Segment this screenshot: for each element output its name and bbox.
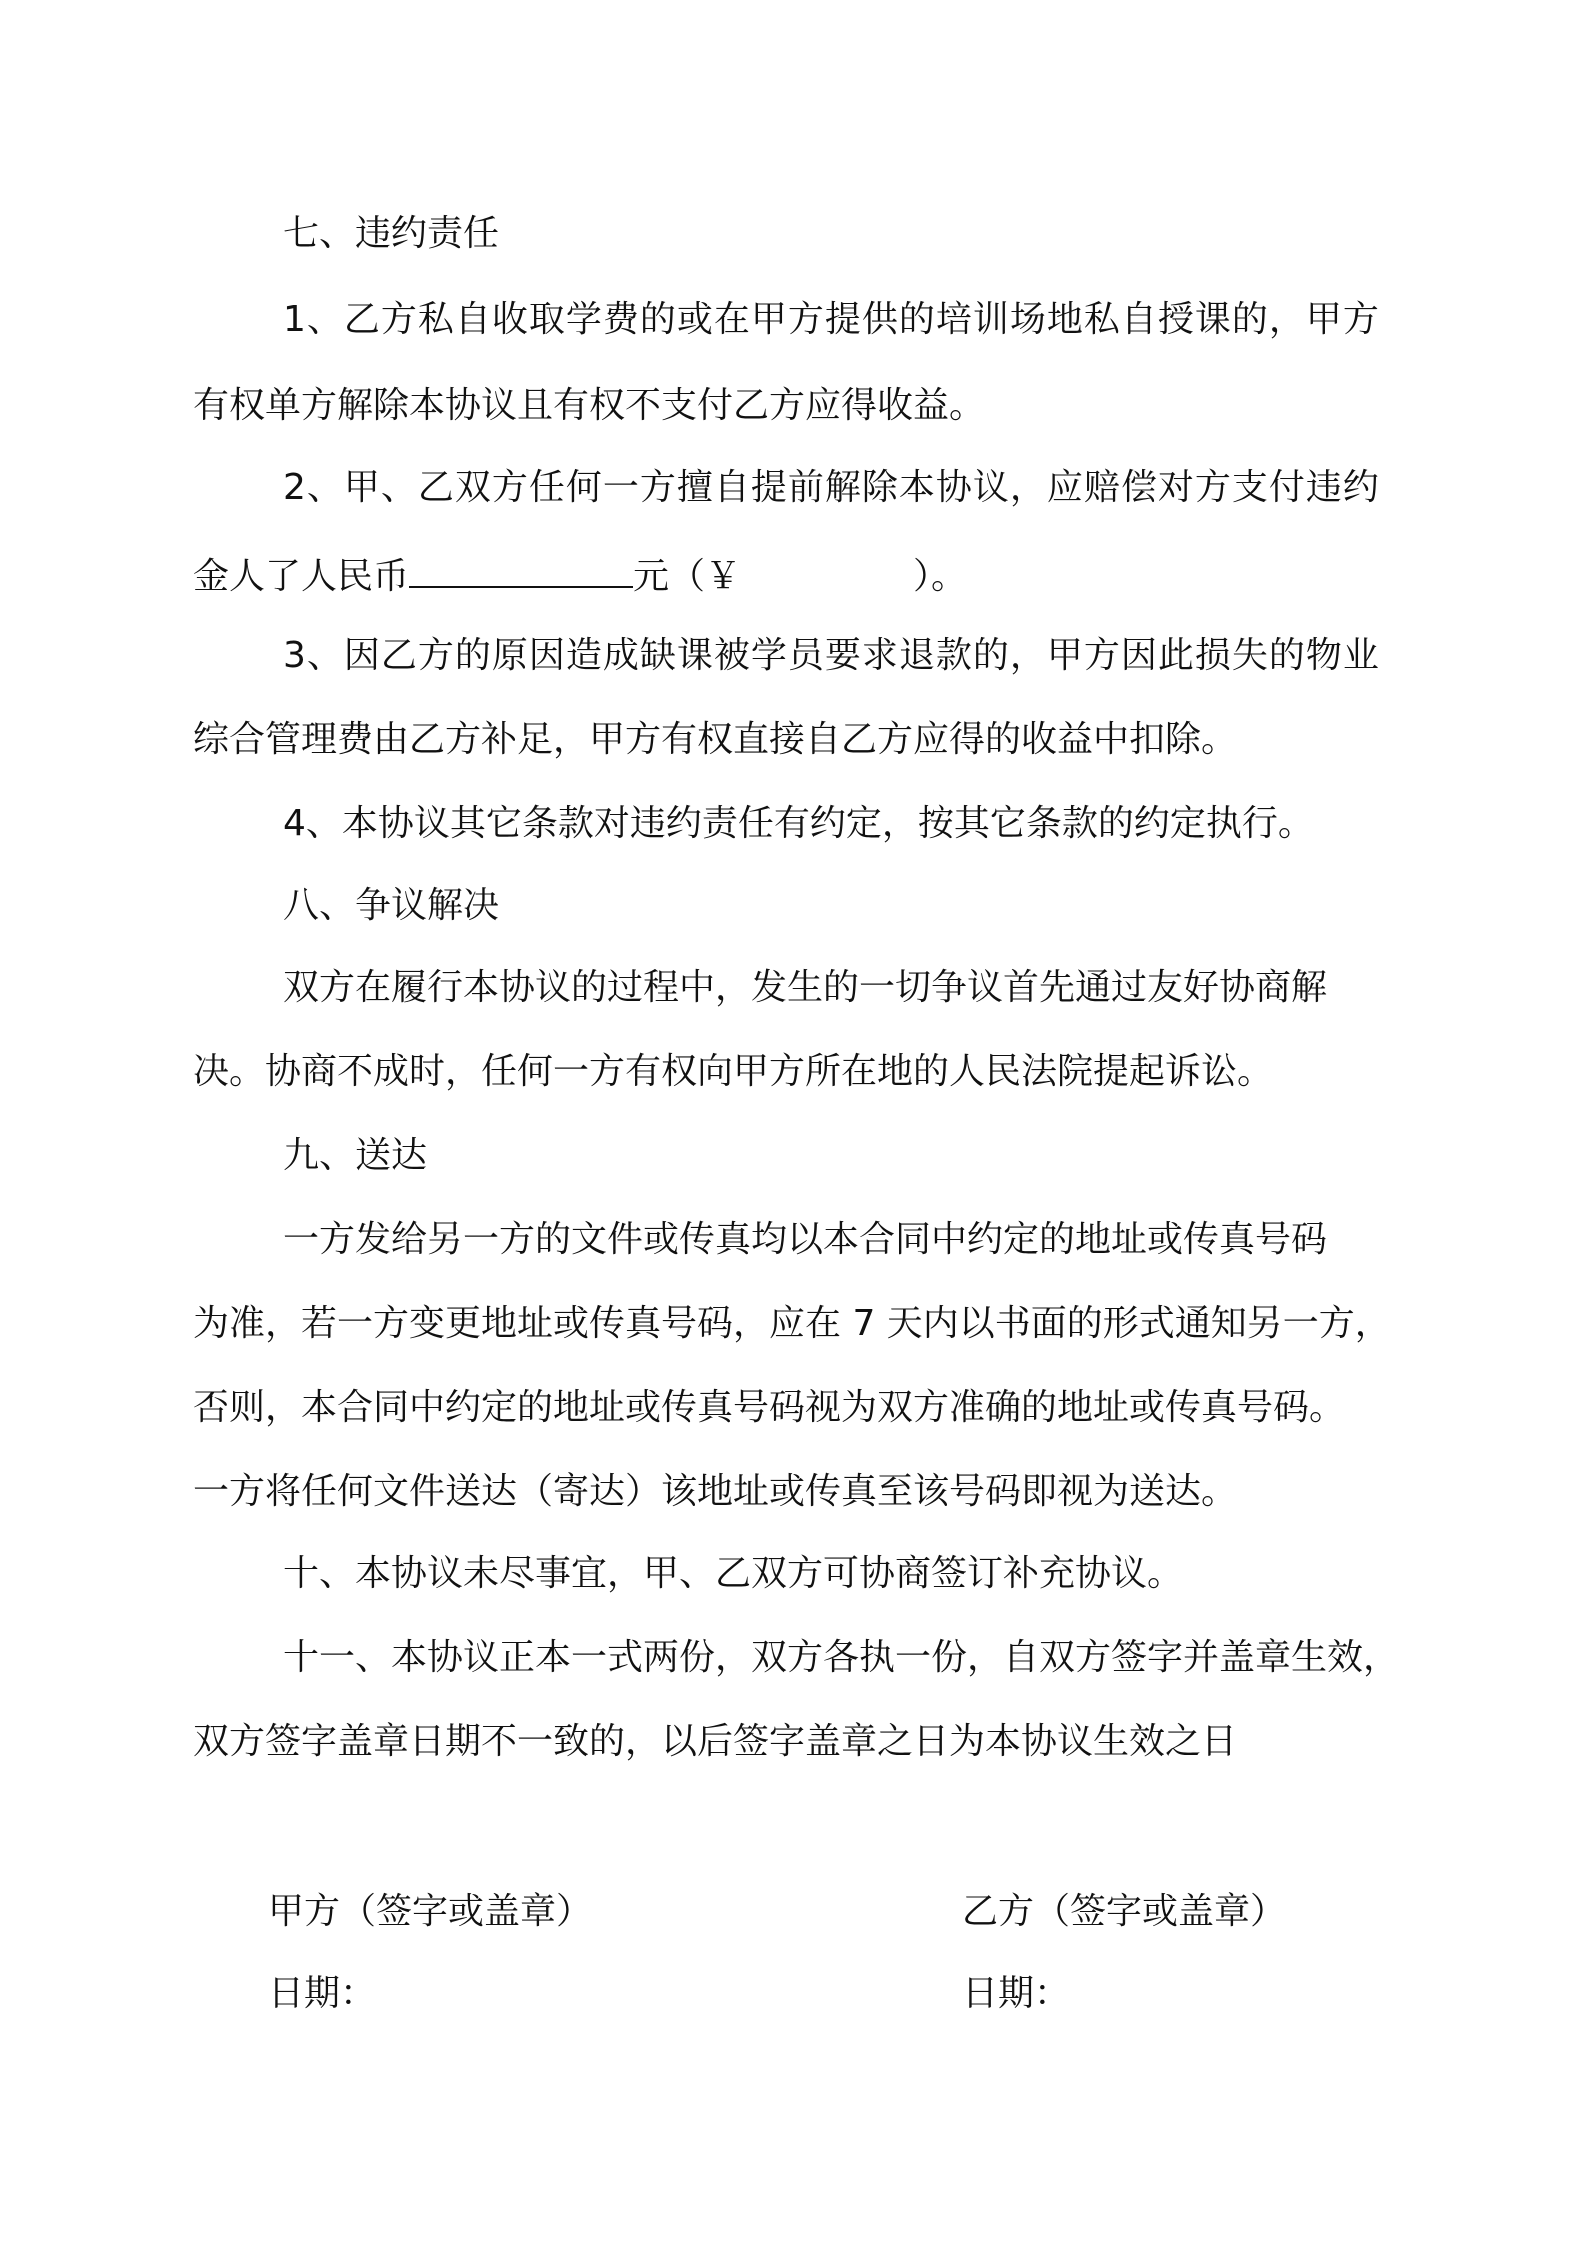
amount-blank	[409, 550, 633, 588]
section-heading-breach: 七、违约责任	[283, 213, 500, 254]
penalty-suffix: ）。	[913, 556, 968, 597]
party-b-date-label: 日期：	[962, 1973, 1071, 2014]
paragraph-line: 4、本协议其它条款对违约责任有约定，按其它条款的约定执行。	[283, 803, 1314, 844]
section-heading-dispute: 八、争议解决	[283, 885, 500, 926]
paragraph-line: 决。协商不成时，任何一方有权向甲方所在地的人民法院提起诉讼。	[193, 1051, 1274, 1092]
paragraph-line: 3、因乙方的原因造成缺课被学员要求退款的，甲方因此损失的物业	[283, 635, 1380, 676]
paragraph-line: 否则，本合同中约定的地址或传真号码视为双方准确的地址或传真号码。	[193, 1387, 1346, 1428]
paragraph-line: 有权单方解除本协议且有权不支付乙方应得收益。	[193, 385, 986, 426]
paragraph-line: 十、本协议未尽事宜，甲、乙双方可协商签订补充协议。	[283, 1553, 1184, 1594]
paragraph-line: 一方发给另一方的文件或传真均以本合同中约定的地址或传真号码	[283, 1219, 1328, 1260]
paragraph-line: 1、乙方私自收取学费的或在甲方提供的培训场地私自授课的，甲方	[283, 299, 1380, 340]
paragraph-line: 2、甲、乙双方任何一方擅自提前解除本协议，应赔偿对方支付违约	[283, 467, 1380, 508]
penalty-prefix: 金人了人民币	[193, 556, 410, 597]
paragraph-line: 为准，若一方变更地址或传真号码，应在 7 天内以书面的形式通知另一方，	[193, 1303, 1391, 1344]
paragraph-line: 综合管理费由乙方补足，甲方有权直接自乙方应得的收益中扣除。	[193, 719, 1238, 760]
paragraph-line: 双方签字盖章日期不一致的，以后签字盖章之日为本协议生效之日	[193, 1721, 1238, 1762]
paragraph-line: 一方将任何文件送达（寄达）该地址或传真至该号码即视为送达。	[193, 1471, 1238, 1512]
party-b-signature-label: 乙方（签字或盖章）	[962, 1891, 1287, 1932]
penalty-amount-line	[193, 550, 993, 599]
section-heading-delivery: 九、送达	[283, 1135, 428, 1176]
paragraph-line: 十一、本协议正本一式两份，双方各执一份，自双方签字并盖章生效，	[283, 1637, 1400, 1678]
party-a-date-label: 日期：	[268, 1973, 377, 2014]
paragraph-line: 双方在履行本协议的过程中，发生的一切争议首先通过友好协商解	[283, 967, 1328, 1008]
penalty-unit: 元（￥	[633, 556, 742, 597]
party-a-signature-label: 甲方（签字或盖章）	[268, 1891, 593, 1932]
